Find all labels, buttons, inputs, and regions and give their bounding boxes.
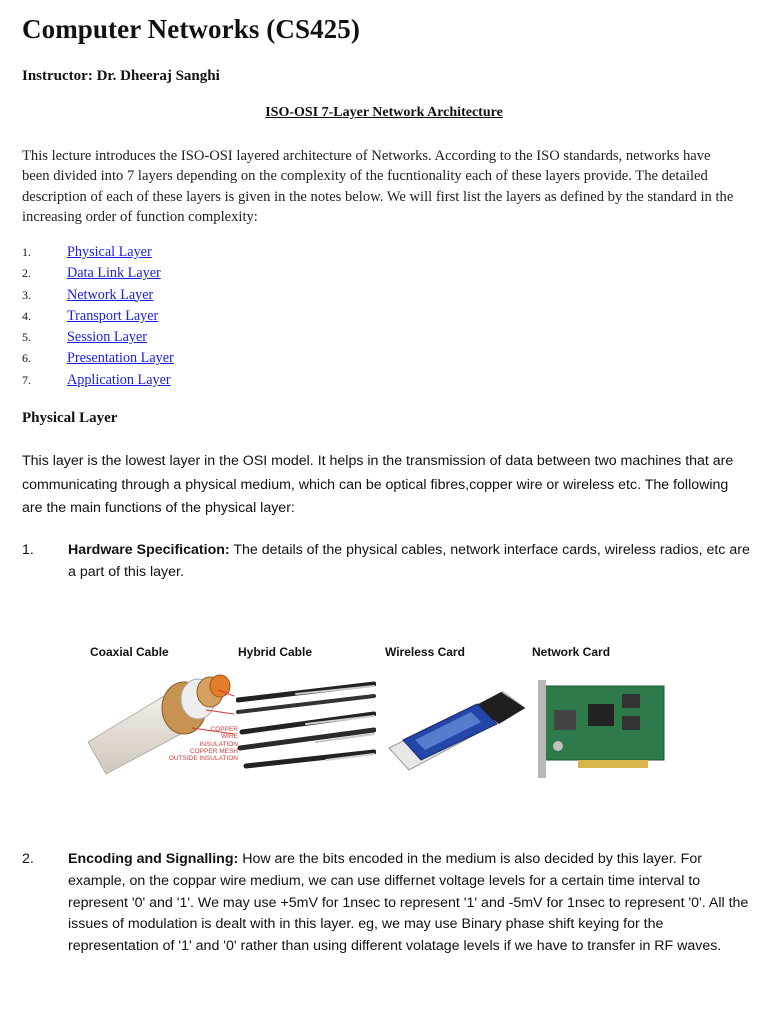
list-item — [22, 372, 174, 393]
item-term: Encoding and Signalling: — [68, 851, 239, 867]
hybrid-cable-image — [236, 670, 376, 775]
link-application-layer[interactable]: Application Layer — [67, 371, 171, 388]
list-number: 4. — [22, 308, 31, 323]
link-physical-layer[interactable]: Physical Layer — [67, 244, 152, 260]
item-term: Hardware Specification: — [68, 542, 230, 558]
hardware-figure — [80, 640, 700, 780]
section-heading-physical-layer: Physical Layer — [22, 410, 118, 426]
coax-label-group — [164, 726, 238, 762]
coax-label: WIRE — [221, 733, 238, 741]
coax-label: COPPER — [210, 726, 238, 733]
document-title: Computer Networks (CS425) — [22, 14, 360, 44]
intro-paragraph: This lecture introduces the ISO-OSI layered architecture of Networks. According to the ISO standards, networks have been divided into 7 layers depending on the complexity of the fucntionality each of these layers provide. The detailed description of each of these layers is given in the notes below. We will first list the layers as defined by the standard in the increasing order of function complexity: — [22, 148, 734, 225]
coax-label: COPPER MESH — [189, 747, 238, 755]
list-item — [22, 287, 174, 308]
coax-label: INSULATION — [199, 740, 238, 748]
caption-coaxial-cable: Coaxial Cable — [90, 645, 169, 659]
function-item-encoding — [22, 849, 752, 958]
caption-hybrid-cable: Hybrid Cable — [238, 645, 313, 659]
list-item — [22, 265, 174, 286]
wireless-card-image — [385, 678, 527, 778]
item-text: The details of the physical cables, network interface cards, wireless radios, etc are a part of this layer. — [68, 542, 750, 580]
network-card-image — [538, 680, 670, 778]
link-data-link-layer[interactable]: Data Link Layer — [67, 265, 161, 282]
list-number: 2. — [22, 266, 31, 281]
item-number: 1. — [22, 542, 34, 558]
instructor-line: Instructor: Dr. Dheeraj Sanghi — [22, 68, 220, 84]
list-number: 7. — [22, 372, 31, 387]
list-item — [22, 244, 174, 265]
link-network-layer[interactable]: Network Layer — [67, 286, 154, 303]
list-number: 6. — [22, 351, 31, 366]
list-item — [22, 308, 174, 329]
lecture-subtitle: ISO-OSI 7-Layer Network Architecture — [265, 105, 503, 120]
list-item — [22, 329, 174, 350]
list-number: 5. — [22, 330, 31, 345]
layer-list — [22, 244, 174, 393]
function-item-hardware — [22, 540, 752, 584]
link-session-layer[interactable]: Session Layer — [67, 329, 147, 346]
list-number: 1. — [22, 245, 31, 259]
caption-network-card: Network Card — [532, 645, 611, 659]
link-transport-layer[interactable]: Transport Layer — [67, 307, 159, 324]
list-number: 3. — [22, 287, 31, 302]
item-number: 2. — [22, 851, 34, 867]
caption-wireless-card: Wireless Card — [385, 645, 465, 659]
item-text: How are the bits encoded in the medium is also decided by this layer. For example, on the coppar wire medium, we can use differnet voltage levels for a certain time interval to represent '0' and '1'. We may use +5mV for 1nsec to represent '1' and -5mV for 1nsec to represent '0'. All the issues of modulation is dealt with in this layer. eg, we may use Binary phase shift keying for the representation of '1' and '0' rather than using different volatage levels if we have to transfer in RF waves. — [68, 851, 749, 955]
link-presentation-layer[interactable]: Presentation Layer — [67, 350, 174, 367]
list-item — [22, 350, 174, 371]
coax-label: OUTSIDE INSULATION — [168, 755, 238, 763]
physical-layer-paragraph: This layer is the lowest layer in the OSI model. It helps in the transmission of data between two machines that are communicating through a physical medium, which can be optical fibres,copper wire or wireless etc. The following are the main functions of the physical layer: — [22, 453, 734, 516]
